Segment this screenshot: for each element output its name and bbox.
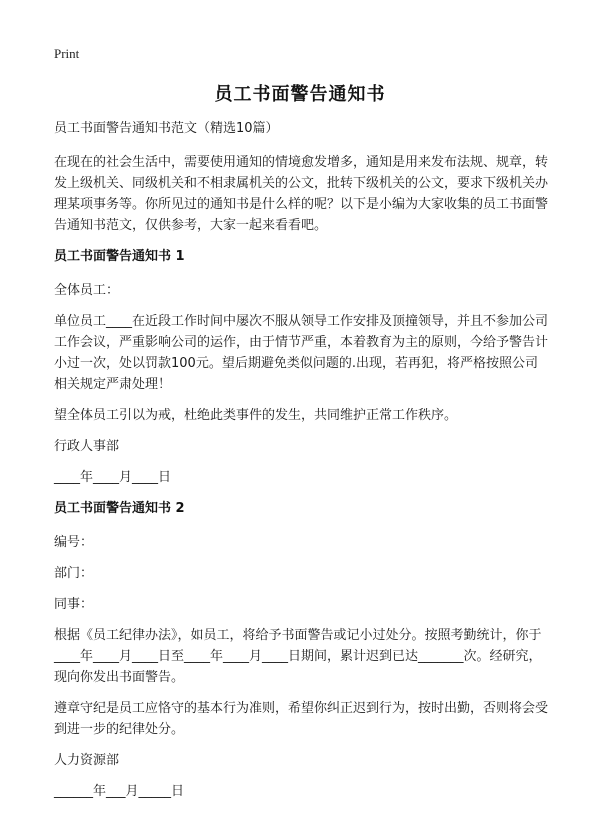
notice1-date: ____年____月____日 xyxy=(54,470,172,485)
notice2-signature: 人力资源部 xyxy=(54,753,120,768)
intro-paragraph: 在现在的社会生活中，需要使用通知的情境愈发增多，通知是用来发布法规、规章，转发上级机关、同级机关和不相隶属机关的公文，批转下级机关的公文，要求下级机关办理某项事务等。你所见过的通知书是什么样的呢？以下是小编为大家收集的员工书面警告通知书范文，仅供参考，大家一起来看看吧。 xyxy=(54,155,549,233)
notice2-number-label: 编号： xyxy=(54,535,94,550)
print-label[interactable]: Print xyxy=(54,46,80,61)
notice1-warning: 望全体员工引以为戒，杜绝此类事件的发生，共同维护正常工作秩序。 xyxy=(54,408,458,423)
notice2-heading: 员工书面警告通知书 2 xyxy=(54,501,185,516)
notice2-colleague-label: 同事： xyxy=(54,597,94,612)
document-title: 员工书面警告通知书 xyxy=(214,84,386,105)
notice2-date: ______年___月_____日 xyxy=(54,784,185,799)
notice1-body: 单位员工____在近段工作时间中屡次不服从领导工作安排及顶撞领导，并且不参加公司工作会议，严重影响公司的运作，由于情节严重，本着教育为主的原则，今给予警告计小过一次，处以罚款100元。望后期避免类似问题的.出现，若再犯，将严格按照公司相关规定严肃处理！ xyxy=(54,314,549,392)
notice2-advice: 遵章守纪是员工应恪守的基本行为准则，希望你纠正迟到行为，按时出勤，否则将会受到进一步的纪律处分。 xyxy=(54,701,549,737)
notice1-heading: 员工书面警告通知书 1 xyxy=(54,249,185,264)
document-body xyxy=(54,118,550,812)
notice2-body: 根据《员工纪律办法》，如员工，将给予书面警告或记小过处分。按照考勤统计，你于____年____月____日至____年____月____日期间，累计迟到已达_______次。经研究，现向你发出书面警告。 xyxy=(54,628,542,685)
document-subtitle: 员工书面警告通知书范文（精选10篇） xyxy=(54,121,279,136)
notice2-department-label: 部门： xyxy=(54,566,94,581)
notice1-greeting: 全体员工： xyxy=(54,283,120,298)
notice1-signature: 行政人事部 xyxy=(54,439,120,454)
